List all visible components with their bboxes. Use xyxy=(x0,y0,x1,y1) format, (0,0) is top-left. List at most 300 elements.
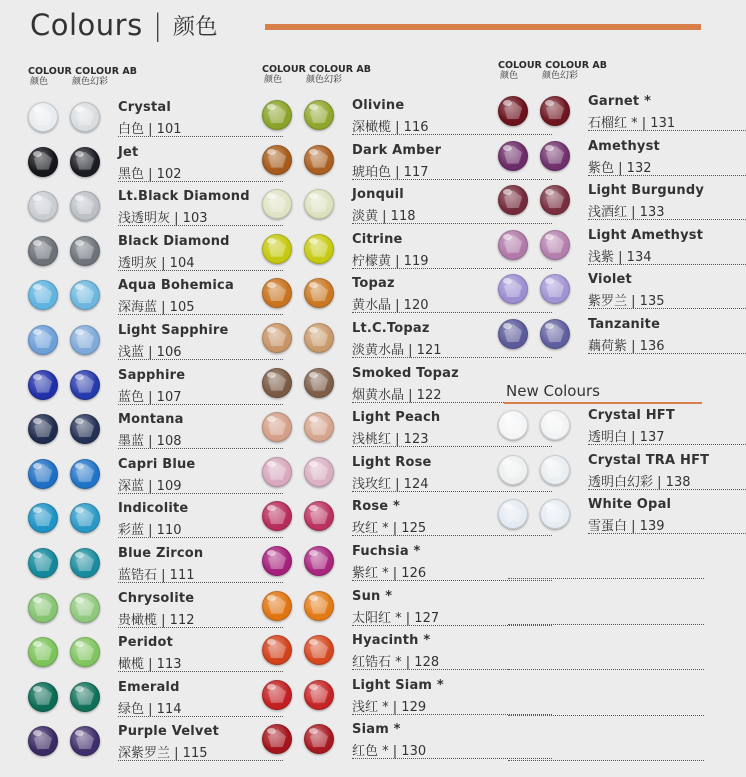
colour-swatch xyxy=(498,274,528,304)
colour-swatch xyxy=(498,319,528,349)
colour-ab-swatch xyxy=(304,457,334,487)
colour-name: Chrysolite xyxy=(118,590,195,606)
colour-zh-name: 红色 * xyxy=(352,744,389,760)
colour-number: 132 xyxy=(626,160,652,176)
list-item xyxy=(28,589,283,633)
colour-number: 130 xyxy=(401,744,427,760)
list-item xyxy=(262,542,552,586)
colour-swatch xyxy=(28,325,58,355)
list-item xyxy=(498,226,746,270)
colour-number: 101 xyxy=(156,122,182,137)
code-separator: | xyxy=(627,205,640,221)
colour-number: 124 xyxy=(403,476,429,492)
colour-swatch xyxy=(262,100,292,130)
colour-zh-name: 彩蓝 xyxy=(118,523,145,539)
colour-code xyxy=(588,112,675,131)
dotted-divider xyxy=(118,270,283,271)
code-separator: | xyxy=(144,389,157,405)
column-header-colour: 颜色 xyxy=(500,71,519,81)
colour-code xyxy=(588,335,665,354)
colour-zh-name: 黄水晶 xyxy=(352,298,392,314)
colour-number: 109 xyxy=(156,478,182,494)
code-separator: | xyxy=(391,432,404,448)
colour-ab-swatch xyxy=(70,147,100,177)
colour-number: 116 xyxy=(403,120,429,135)
code-separator: | xyxy=(157,568,170,583)
colour-number: 113 xyxy=(156,657,182,673)
colour-ab-swatch xyxy=(540,274,570,304)
dotted-divider xyxy=(118,181,283,182)
dotted-divider xyxy=(588,219,746,220)
dotted-divider xyxy=(588,175,746,176)
colour-ab-swatch xyxy=(304,680,334,710)
code-separator: | xyxy=(144,345,157,360)
code-separator: | xyxy=(627,519,640,535)
colour-zh-name: 浅红 * xyxy=(352,699,389,715)
colour-swatch xyxy=(28,726,58,756)
colour-name: Dark Amber xyxy=(352,142,442,158)
colour-ab-swatch xyxy=(304,724,334,754)
colour-name: Capri Blue xyxy=(118,456,196,472)
column-header-sub xyxy=(498,71,607,82)
colour-swatch xyxy=(262,278,292,308)
list-item xyxy=(498,92,746,136)
colour-swatch xyxy=(28,548,58,578)
colour-code xyxy=(352,205,416,224)
colour-swatch xyxy=(498,141,528,171)
code-separator: | xyxy=(637,116,651,131)
colour-zh-name: 玫红 * xyxy=(352,521,389,537)
colour-code xyxy=(588,471,691,490)
list-item xyxy=(498,451,746,495)
code-separator: | xyxy=(391,298,404,314)
colour-swatch xyxy=(262,323,292,353)
code-separator: | xyxy=(401,655,415,671)
title-rule xyxy=(265,24,701,30)
colour-swatch xyxy=(28,370,58,400)
colour-code xyxy=(118,698,182,717)
colour-swatch xyxy=(28,102,58,132)
colour-code xyxy=(352,161,429,180)
column-header-colour-ab: 颜色幻彩 xyxy=(542,71,579,81)
colour-ab-swatch xyxy=(70,325,100,355)
column-header-colour: 颜色 xyxy=(264,75,283,85)
colour-code xyxy=(588,515,665,534)
colour-swatch xyxy=(262,501,292,531)
list-item xyxy=(28,722,283,766)
colour-number: 131 xyxy=(650,116,676,131)
colour-swatch xyxy=(28,459,58,489)
code-separator: | xyxy=(144,657,157,673)
colour-code xyxy=(118,609,195,628)
colour-code xyxy=(588,201,665,220)
code-separator: | xyxy=(144,478,157,494)
colour-code xyxy=(352,339,442,358)
colour-zh-name: 蓝锆石 xyxy=(118,568,158,583)
colour-zh-name: 深紫罗兰 xyxy=(118,746,171,762)
colour-code xyxy=(118,475,182,494)
code-separator: | xyxy=(144,122,157,137)
colour-name: Rose * xyxy=(352,499,401,515)
colour-name: Fuchsia * xyxy=(352,544,421,559)
dotted-divider xyxy=(588,353,746,354)
colour-number: 134 xyxy=(626,249,652,265)
dotted-divider xyxy=(118,404,283,405)
colour-swatch xyxy=(498,185,528,215)
colour-zh-name: 黑色 xyxy=(118,166,145,182)
colour-swatch xyxy=(262,635,292,665)
colour-name: Light Rose xyxy=(352,454,432,470)
colour-zh-name: 藕荷紫 xyxy=(588,339,628,354)
colour-name: Light Amethyst xyxy=(588,227,704,243)
colour-name: Light Peach xyxy=(352,410,441,426)
colour-number: 115 xyxy=(182,746,208,762)
colour-zh-name: 贵橄榄 xyxy=(118,612,158,628)
colour-number: 114 xyxy=(156,701,182,717)
code-separator: | xyxy=(170,211,183,227)
colour-ab-swatch xyxy=(304,100,334,130)
colour-name: Purple Velvet xyxy=(118,724,220,740)
code-separator: | xyxy=(388,744,402,760)
colour-ab-swatch xyxy=(540,499,570,529)
list-item xyxy=(498,270,746,314)
colour-code xyxy=(352,607,439,626)
code-separator: | xyxy=(388,566,402,581)
list-item xyxy=(28,143,283,187)
code-separator: | xyxy=(614,249,627,265)
colour-name: Blue Zircon xyxy=(118,546,204,561)
colour-swatch xyxy=(262,368,292,398)
colour-code xyxy=(118,163,182,182)
colour-name: Violet xyxy=(588,272,632,288)
code-separator: | xyxy=(404,343,417,358)
colour-number: 119 xyxy=(403,253,429,269)
colour-swatch xyxy=(28,147,58,177)
colour-zh-name: 紫罗兰 xyxy=(588,294,628,310)
colour-swatch xyxy=(262,457,292,487)
colour-code xyxy=(118,653,182,672)
colour-ab-swatch xyxy=(70,236,100,266)
colour-number: 103 xyxy=(182,211,208,227)
colour-ab-swatch xyxy=(304,591,334,621)
empty-dotted-line xyxy=(508,760,704,761)
dotted-divider xyxy=(118,136,283,137)
colour-code xyxy=(352,428,429,447)
colour-ab-swatch xyxy=(70,593,100,623)
colour-name: Peridot xyxy=(118,635,174,651)
colour-ab-swatch xyxy=(540,185,570,215)
colour-number: 108 xyxy=(156,434,182,450)
list-item xyxy=(28,187,283,231)
dotted-divider xyxy=(118,225,283,226)
colour-swatch xyxy=(28,682,58,712)
colour-ab-swatch xyxy=(304,501,334,531)
dotted-divider xyxy=(588,533,746,534)
colour-name: Hyacinth * xyxy=(352,633,431,649)
colour-ab-swatch xyxy=(304,368,334,398)
dotted-divider xyxy=(118,627,283,628)
colour-zh-name: 太阳红 * xyxy=(352,610,402,626)
colour-code xyxy=(118,386,182,405)
colour-zh-name: 浅桃红 xyxy=(352,432,392,448)
colour-ab-swatch xyxy=(540,410,570,440)
code-separator: | xyxy=(401,610,415,626)
list-item xyxy=(28,499,283,543)
dotted-divider xyxy=(588,444,746,445)
colour-name: Amethyst xyxy=(588,138,660,154)
column-header-sub xyxy=(28,77,137,88)
colour-swatch xyxy=(28,637,58,667)
dotted-divider xyxy=(118,671,283,672)
colour-name: Aqua Bohemica xyxy=(118,278,234,294)
colour-swatch xyxy=(498,410,528,440)
code-separator: | xyxy=(157,300,170,316)
colour-code xyxy=(352,473,429,492)
colour-number: 135 xyxy=(639,294,665,310)
column-header xyxy=(498,60,607,82)
column-header xyxy=(262,64,371,86)
colour-ab-swatch xyxy=(540,455,570,485)
colour-code xyxy=(118,296,195,315)
colour-number: 104 xyxy=(169,255,195,271)
dotted-divider xyxy=(588,308,746,309)
colour-ab-swatch xyxy=(304,189,334,219)
colour-swatch xyxy=(262,145,292,175)
colour-code xyxy=(118,519,182,538)
colour-number: 136 xyxy=(639,339,665,354)
colour-code xyxy=(118,430,182,449)
colour-swatch xyxy=(262,546,292,576)
colour-name: Sun * xyxy=(352,588,393,604)
colour-ab-swatch xyxy=(540,230,570,260)
colour-swatch xyxy=(262,680,292,710)
colour-name: Sapphire xyxy=(118,367,186,383)
colour-swatch xyxy=(28,593,58,623)
colour-name: Siam * xyxy=(352,722,401,738)
column-header-title: COLOUR COLOUR AB xyxy=(262,64,371,75)
code-separator: | xyxy=(391,164,404,180)
code-separator: | xyxy=(391,253,404,269)
new-colours-rule xyxy=(504,402,702,404)
colour-number: 107 xyxy=(156,389,182,405)
colour-zh-name: 浅透明灰 xyxy=(118,211,171,227)
dotted-divider xyxy=(118,448,283,449)
colour-ab-swatch xyxy=(304,635,334,665)
colour-ab-swatch xyxy=(540,141,570,171)
column-header-colour: 颜色 xyxy=(30,77,49,87)
colour-zh-name: 浅玫红 xyxy=(352,476,392,492)
dotted-divider xyxy=(352,625,552,626)
colour-swatch xyxy=(498,455,528,485)
colour-name: Crystal TRA HFT xyxy=(588,452,710,468)
colour-number: 138 xyxy=(665,474,691,490)
column-header-sub xyxy=(262,75,371,86)
column-header-title: COLOUR COLOUR AB xyxy=(498,60,607,71)
colour-code xyxy=(588,426,665,445)
colour-code xyxy=(352,294,429,313)
code-separator: | xyxy=(627,339,640,354)
colour-number: 117 xyxy=(403,164,429,180)
list-item xyxy=(498,315,746,359)
colour-number: 122 xyxy=(416,387,442,403)
colour-code xyxy=(352,517,426,536)
colour-code xyxy=(352,116,429,135)
colour-name: Lt.C.Topaz xyxy=(352,321,430,336)
list-item xyxy=(262,720,552,764)
colour-zh-name: 石榴红 * xyxy=(588,116,638,131)
title-en: Colours xyxy=(30,8,143,42)
dotted-divider xyxy=(118,359,283,360)
colour-number: 106 xyxy=(156,345,182,360)
colour-code xyxy=(118,207,208,226)
code-separator: | xyxy=(378,209,391,225)
colour-swatch xyxy=(262,189,292,219)
colour-swatch xyxy=(498,499,528,529)
colour-name: Crystal xyxy=(118,100,172,115)
code-separator: | xyxy=(614,160,627,176)
colour-number: 123 xyxy=(403,432,429,448)
colour-zh-name: 透明白幻彩 xyxy=(588,474,654,490)
colour-zh-name: 琥珀色 xyxy=(352,164,392,180)
colour-name: Light Burgundy xyxy=(588,183,705,199)
colour-number: 127 xyxy=(414,610,440,626)
colour-swatch xyxy=(28,191,58,221)
code-separator: | xyxy=(144,434,157,450)
code-separator: | xyxy=(144,523,157,539)
dotted-divider xyxy=(118,582,283,583)
code-separator: | xyxy=(170,746,183,762)
colour-code xyxy=(352,696,426,715)
empty-dotted-line xyxy=(508,669,704,670)
code-separator: | xyxy=(627,430,640,445)
colour-code xyxy=(118,564,195,583)
colour-code xyxy=(118,118,182,137)
list-item xyxy=(498,137,746,181)
colour-zh-name: 深橄榄 xyxy=(352,120,392,135)
colour-name: Montana xyxy=(118,412,184,428)
colour-swatch xyxy=(262,234,292,264)
colour-zh-name: 浅紫 xyxy=(588,249,615,265)
list-item xyxy=(28,410,283,454)
colour-ab-swatch xyxy=(304,546,334,576)
colour-ab-swatch xyxy=(70,370,100,400)
colour-name: Jet xyxy=(118,144,139,160)
colour-code xyxy=(588,157,652,176)
colour-ab-swatch xyxy=(540,319,570,349)
colour-name: Indicolite xyxy=(118,501,189,517)
column-header-colour-ab: 颜色幻彩 xyxy=(72,77,109,87)
colour-number: 128 xyxy=(414,655,440,671)
colour-code xyxy=(352,384,442,403)
code-separator: | xyxy=(388,699,402,715)
colour-code xyxy=(118,252,195,271)
list-item xyxy=(28,321,283,365)
dotted-divider xyxy=(118,314,283,315)
code-separator: | xyxy=(391,476,404,492)
colour-number: 118 xyxy=(390,209,416,225)
column-header-title: COLOUR COLOUR AB xyxy=(28,66,137,77)
colour-number: 120 xyxy=(403,298,429,314)
code-separator: | xyxy=(157,612,170,628)
empty-dotted-line xyxy=(508,715,704,716)
code-separator: | xyxy=(144,166,157,182)
colour-number: 112 xyxy=(169,612,195,628)
page-title xyxy=(30,8,218,42)
dotted-divider xyxy=(352,580,552,581)
colour-zh-name: 紫色 xyxy=(588,160,615,176)
colour-zh-name: 橄榄 xyxy=(118,657,145,673)
list-item xyxy=(28,232,283,276)
code-separator: | xyxy=(653,474,666,490)
colour-ab-swatch xyxy=(70,503,100,533)
code-separator: | xyxy=(144,701,157,717)
colour-ab-swatch xyxy=(304,323,334,353)
colour-zh-name: 白色 xyxy=(118,122,145,137)
colour-ab-swatch xyxy=(70,280,100,310)
list-item xyxy=(28,366,283,410)
list-item xyxy=(28,633,283,677)
code-separator: | xyxy=(157,255,170,271)
colour-zh-name: 透明灰 xyxy=(118,255,158,271)
colour-ab-swatch xyxy=(304,234,334,264)
colour-swatch xyxy=(28,414,58,444)
colour-zh-name: 浅酒红 xyxy=(588,205,628,221)
colour-code xyxy=(588,246,652,265)
colour-number: 129 xyxy=(401,699,427,715)
list-item xyxy=(28,544,283,588)
colour-number: 125 xyxy=(401,521,427,537)
list-item xyxy=(498,406,746,450)
colour-ab-swatch xyxy=(304,412,334,442)
colour-swatch xyxy=(28,280,58,310)
colour-number: 105 xyxy=(169,300,195,316)
column-header xyxy=(28,66,137,88)
colour-code xyxy=(118,341,182,360)
colour-ab-swatch xyxy=(70,637,100,667)
colour-zh-name: 深蓝 xyxy=(118,478,145,494)
colour-name: Emerald xyxy=(118,679,180,695)
colour-zh-name: 蓝色 xyxy=(118,389,145,405)
dotted-divider xyxy=(588,264,746,265)
list-item xyxy=(28,98,283,142)
dotted-divider xyxy=(118,493,283,494)
colour-zh-name: 烟黄水晶 xyxy=(352,387,405,403)
colour-swatch xyxy=(498,96,528,126)
dotted-divider xyxy=(118,537,283,538)
colour-name: Light Siam * xyxy=(352,677,444,693)
new-colours-title: New Colours xyxy=(506,382,600,400)
colour-code xyxy=(118,742,208,761)
code-separator: | xyxy=(391,120,404,135)
colour-zh-name: 透明白 xyxy=(588,430,628,445)
colour-name: Light Sapphire xyxy=(118,323,229,338)
colour-name: Crystal HFT xyxy=(588,408,675,423)
colour-ab-swatch xyxy=(70,682,100,712)
list-item xyxy=(28,678,283,722)
colour-number: 102 xyxy=(156,166,182,182)
colour-ab-swatch xyxy=(70,191,100,221)
list-item xyxy=(262,676,552,720)
colour-zh-name: 淡黄水晶 xyxy=(352,343,405,358)
colour-name: Smoked Topaz xyxy=(352,365,459,381)
colour-swatch xyxy=(262,412,292,442)
list-item xyxy=(498,181,746,225)
colour-code xyxy=(352,250,429,269)
code-separator: | xyxy=(388,521,402,537)
list-item xyxy=(28,455,283,499)
colour-code xyxy=(588,290,665,309)
colour-ab-swatch xyxy=(70,548,100,578)
